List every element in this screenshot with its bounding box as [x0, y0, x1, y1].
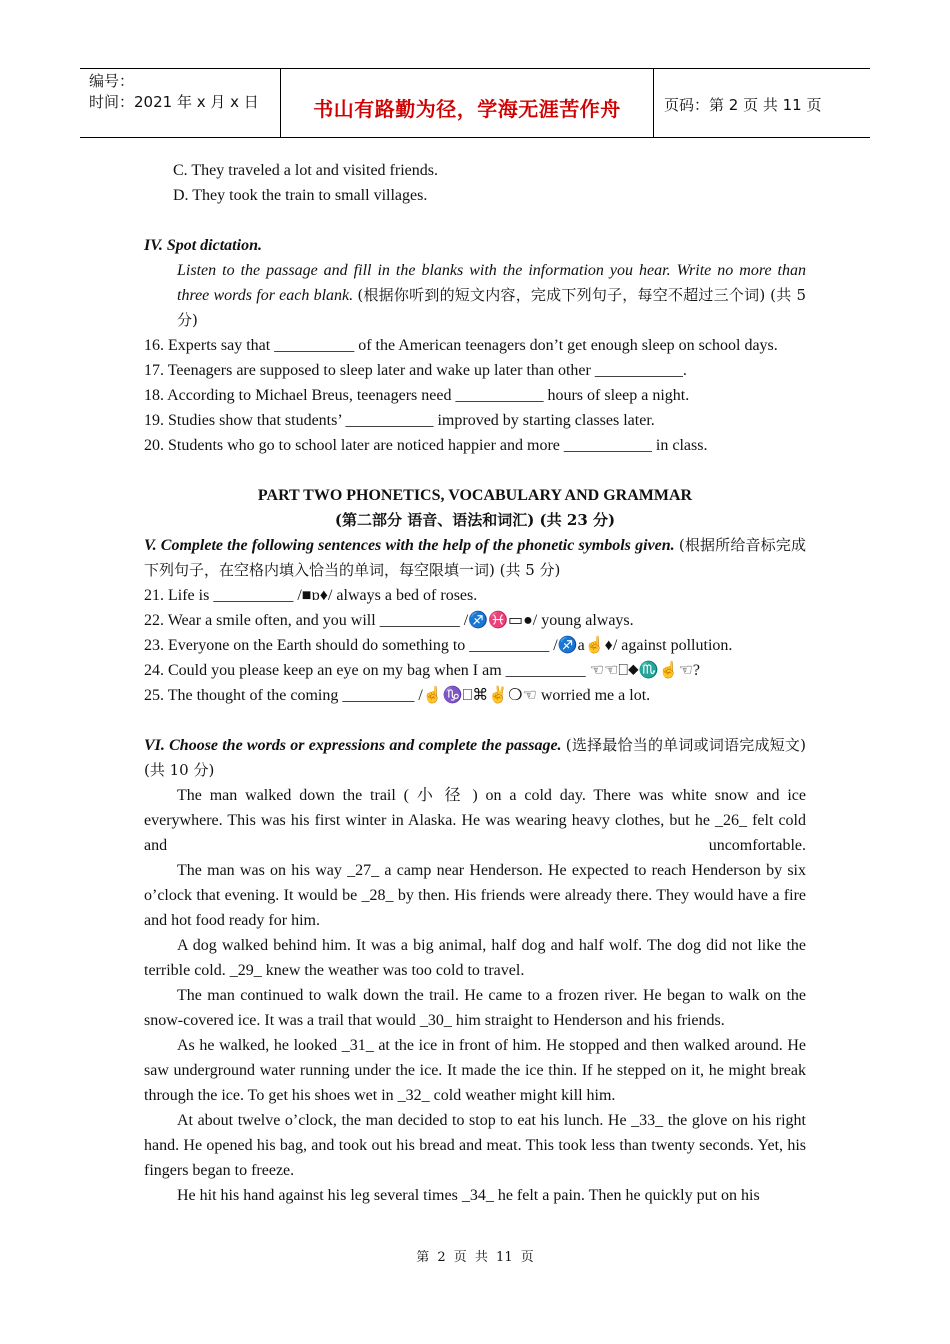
part2-title: PART TWO PHONETICS, VOCABULARY AND GRAMMAR	[257, 487, 693, 504]
section6-heading	[144, 733, 806, 783]
passage-paragraph-3: A dog walked behind him. It was a big animal, half dog and half wolf. The dog did not like the terrible cold. _29_ knew the weather was too cold to travel.	[144, 937, 806, 979]
section6-title: VI. Choose the words or expressions and complete the passage.	[144, 737, 562, 754]
section4-instruction-en: Listen to the passage and fill in the blanks with the information you hear. Write no more than three words for each blank.	[177, 262, 806, 304]
part2-subtitle: (第二部分 语音、语法和词汇) (共 23 分)	[334, 511, 616, 529]
question-21: 21. Life is __________ /■ɒ♦/ always a bed of roses.	[144, 587, 478, 604]
serial-label: 编号：	[89, 72, 135, 90]
passage-paragraph-7: He hit his hand against his leg several times _34_ he felt a pain. Then he quickly put on his	[177, 1187, 760, 1204]
header-motto: 书山有路勤为径，学海无涯苦作舟	[313, 97, 621, 121]
question-22: 22. Wear a smile often, and you will __________ /♐♓▭●/ young always.	[144, 612, 634, 629]
passage-paragraph-6: At about twelve o’clock, the man decided to stop to eat his lunch. He _33_ the glove on his right hand. He opened his bag, and took out his bread and meat. This took less than twenty seconds. Yet, his fingers began to freeze.	[144, 1112, 806, 1179]
question-23: 23. Everyone on the Earth should do something to __________ /♐a☝♦/ against pollution.	[144, 637, 733, 654]
question-24: 24. Could you please keep an eye on my bag when I am __________ ☜☜⎕⬥♏☝☜?	[144, 662, 700, 679]
passage-paragraph-1: The man walked down the trail ( 小 径 ) on a cold day. There was white snow and ice everywhere. This was his first winter in Alaska. He was wearing heavy clothes, but he _26_ felt cold and uncomfortable.	[144, 787, 806, 854]
passage-paragraph-2: The man was on his way _27_ a camp near Henderson. He expected to reach Henderson by six o’clock that evening. It would be _28_ by then. His friends were already there. They would have a fire and hot food ready for him.	[144, 862, 806, 929]
header-page-info: 页码：第 2 页 共 11 页	[664, 96, 822, 114]
question-19: 19. Studies show that students’ ___________ improved by starting classes later.	[144, 412, 655, 429]
section5-instruction: (根据所给音标完成下列句子，在空格内填入恰当的单词，每空限填一词) (共 5 分)	[144, 536, 807, 579]
passage-paragraph-5: As he walked, he looked _31_ at the ice in front of him. He stopped and then walked around. He saw underground water running under the ice. It made the ice thin. If he stepped on it, he might break through the ice. To get his shoes wet in _32_ cold weather might kill him.	[144, 1037, 806, 1104]
section4-title: IV. Spot dictation.	[144, 237, 262, 254]
question-20: 20. Students who go to school later are noticed happier and more ___________ in class.	[144, 437, 708, 454]
question-25: 25. The thought of the coming _________ /☝♑⎕⌘✌❍☜ worried me a lot.	[144, 687, 651, 704]
header-meta	[80, 69, 281, 137]
option-d: D. They took the train to small villages.	[173, 187, 428, 204]
header-motto-cell	[281, 69, 654, 137]
passage-paragraph-4: The man continued to walk down the trail. He came to a frozen river. He began to walk on the snow-covered ice. It was a trail that would _30_ him straight to Henderson and his friends.	[144, 987, 806, 1029]
section6-instruction: (选择最恰当的单词或词语完成短文) (共 10 分)	[144, 736, 806, 779]
page-header	[80, 68, 870, 138]
question-18: 18. According to Michael Breus, teenagers need ___________ hours of sleep a night.	[144, 387, 690, 404]
header-page-cell	[654, 69, 870, 137]
document-body	[144, 158, 806, 1208]
question-16: 16. Experts say that __________ of the American teenagers don’t get enough sleep on school days.	[144, 337, 778, 354]
section5-heading	[144, 533, 806, 583]
question-17: 17. Teenagers are supposed to sleep later and wake up later than other ___________.	[144, 362, 687, 379]
section4-instruction	[144, 258, 806, 333]
page-footer: 第 2 页 共 11 页	[416, 1250, 534, 1265]
option-c: C. They traveled a lot and visited friends.	[173, 162, 438, 179]
date-label: 时间：2021 年 x 月 x 日	[89, 93, 259, 111]
section4-instruction-cn: (根据你听到的短文内容，完成下列句子，每空不超过三个词) (共 5 分)	[177, 286, 807, 329]
section5-title: V. Complete the following sentences with the help of the phonetic symbols given.	[144, 537, 675, 554]
